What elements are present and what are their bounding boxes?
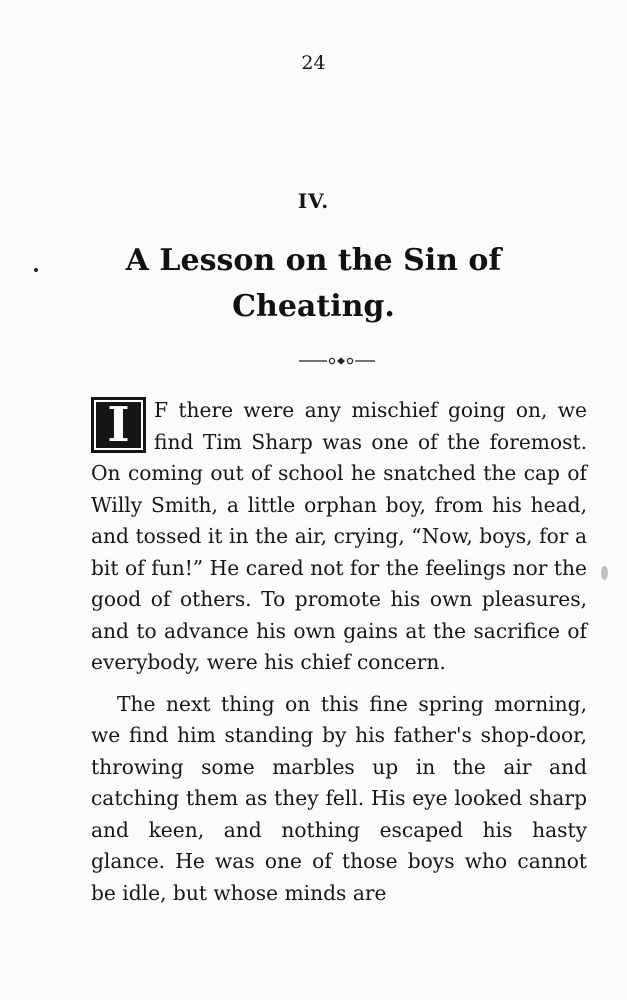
paragraph-2: The next thing on this fine spring morning, we find him standing by his father's shop-door, throwing some marbles up in the air and catching them as they fell. His eye looked sharp and keen, and nothing escaped his hasty glance. He was one of those boys who cannot be idle, but whose minds are	[91, 691, 587, 905]
first-word-rest: F	[154, 398, 169, 422]
chapter-number: IV.	[297, 189, 330, 213]
paragraph-1-text: there were any mischief going on, we find Tim Sharp was one of the foremost. On coming out of school he snatched the cap of Willy Smith, a little orphan boy, from his head, and tossed it in the air, crying, “Now, boys, for a bit of fun!” He cared not for the feelings nor the good of others. To promote his own pleasures, and to advance his own gains at the sacrifice of everybody, were his chief concern.	[91, 398, 587, 674]
page-number: 24	[301, 52, 326, 74]
chapter-title-line-1: A Lesson on the Sin of	[125, 243, 502, 278]
paragraph-1	[91, 395, 587, 679]
body-text	[91, 395, 587, 909]
chapter-title-line-2: Cheating.	[232, 289, 395, 324]
chapter-title	[0, 238, 627, 330]
page-smudge	[601, 566, 608, 580]
drop-cap: I	[91, 397, 146, 453]
ornament-divider	[297, 354, 377, 368]
